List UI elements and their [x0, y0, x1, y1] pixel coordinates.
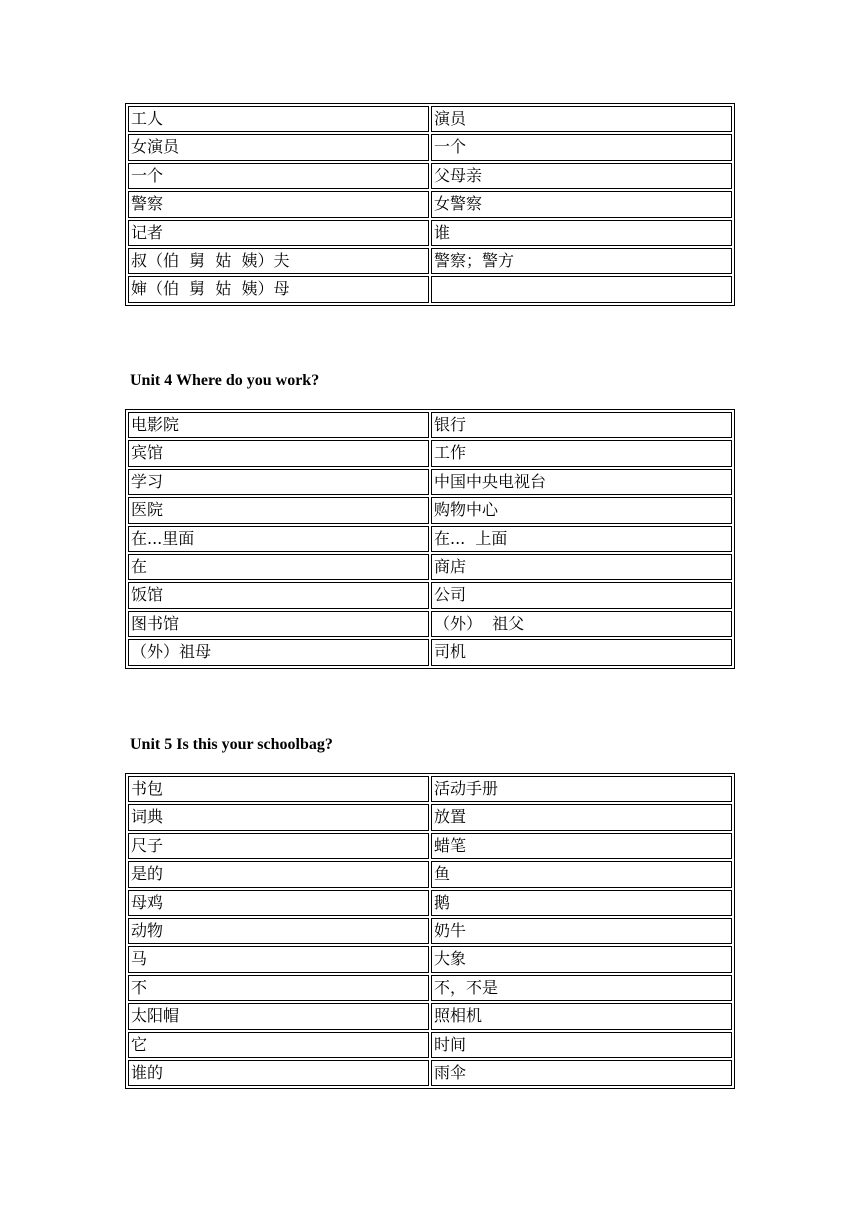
table-cell-word: 叔（伯 舅 姑 姨）夫	[128, 248, 429, 274]
table-cell-word: 它	[128, 1032, 429, 1058]
table-cell-word: 学习	[128, 469, 429, 495]
table-row	[127, 775, 733, 803]
unit-4-heading: Unit 4 Where do you work?	[130, 372, 320, 389]
table-row	[127, 553, 733, 581]
table-cell-word: 女演员	[128, 134, 429, 160]
table-cell-word: 谁	[431, 220, 732, 246]
table-row	[127, 133, 733, 161]
vocab-table-unit-4	[125, 409, 735, 669]
table-cell-word: 司机	[431, 639, 732, 665]
table-cell-word: 演员	[431, 106, 732, 132]
table-cell-empty	[431, 276, 732, 302]
table-row	[127, 581, 733, 609]
table-cell-word: 在... 上面	[431, 526, 732, 552]
table-cell-word: 放置	[431, 804, 732, 830]
table-cell-word: 鹅	[431, 890, 732, 916]
table-cell-word: 工人	[128, 106, 429, 132]
table-row	[127, 803, 733, 831]
table-cell-word: 购物中心	[431, 497, 732, 523]
table-cell-word: 宾馆	[128, 440, 429, 466]
table-cell-word: 记者	[128, 220, 429, 246]
table-cell-word: 父母亲	[431, 163, 732, 189]
vocab-table-unit-5	[125, 773, 735, 1089]
table-cell-word: 一个	[431, 134, 732, 160]
table-row	[127, 411, 733, 439]
table-cell-word: 银行	[431, 412, 732, 438]
table-row	[127, 105, 733, 133]
table-cell-word: 马	[128, 946, 429, 972]
table-cell-word: 图书馆	[128, 611, 429, 637]
table-cell-word: 书包	[128, 776, 429, 802]
table-row	[127, 219, 733, 247]
table-row	[127, 162, 733, 190]
table-cell-word: 词典	[128, 804, 429, 830]
table-cell-word: 婶（伯 舅 姑 姨）母	[128, 276, 429, 302]
table-cell-word: 雨伞	[431, 1060, 732, 1086]
table-cell-word: 中国中央电视台	[431, 469, 732, 495]
table-row	[127, 1059, 733, 1087]
table-cell-word: 女警察	[431, 191, 732, 217]
table-row	[127, 638, 733, 666]
table-row	[127, 468, 733, 496]
table-row	[127, 945, 733, 973]
table-cell-word: 照相机	[431, 1003, 732, 1029]
table-row	[127, 247, 733, 275]
table-cell-word: 蜡笔	[431, 833, 732, 859]
table-cell-word: 在	[128, 554, 429, 580]
table-row	[127, 832, 733, 860]
table-row	[127, 1002, 733, 1030]
table-cell-word: 不，不是	[431, 975, 732, 1001]
table-cell-word: （外）祖母	[128, 639, 429, 665]
table-cell-word: 警察	[128, 191, 429, 217]
table-cell-word: 活动手册	[431, 776, 732, 802]
table-cell-word: 谁的	[128, 1060, 429, 1086]
table-row	[127, 860, 733, 888]
table-cell-word: 电影院	[128, 412, 429, 438]
table-cell-word: （外） 祖父	[431, 611, 732, 637]
table-cell-word: 动物	[128, 918, 429, 944]
vocab-table-unit-3	[125, 103, 735, 306]
table-row	[127, 1031, 733, 1059]
table-cell-word: 尺子	[128, 833, 429, 859]
table-cell-word: 奶牛	[431, 918, 732, 944]
table-cell-word: 是的	[128, 861, 429, 887]
table-row	[127, 610, 733, 638]
table-row	[127, 889, 733, 917]
table-cell-word: 鱼	[431, 861, 732, 887]
table-cell-word: 在...里面	[128, 526, 429, 552]
table-cell-word: 不	[128, 975, 429, 1001]
table-row	[127, 496, 733, 524]
table-row	[127, 439, 733, 467]
table-cell-word: 时间	[431, 1032, 732, 1058]
table-row	[127, 974, 733, 1002]
table-cell-word: 警察；警方	[431, 248, 732, 274]
table-cell-word: 商店	[431, 554, 732, 580]
table-row	[127, 275, 733, 303]
table-row	[127, 190, 733, 218]
table-cell-word: 公司	[431, 582, 732, 608]
table-cell-word: 太阳帽	[128, 1003, 429, 1029]
table-cell-word: 一个	[128, 163, 429, 189]
table-row	[127, 525, 733, 553]
table-cell-word: 母鸡	[128, 890, 429, 916]
table-cell-word: 工作	[431, 440, 732, 466]
table-cell-word: 医院	[128, 497, 429, 523]
table-cell-word: 大象	[431, 946, 732, 972]
unit-5-heading: Unit 5 Is this your schoolbag?	[130, 736, 333, 753]
table-cell-word: 饭馆	[128, 582, 429, 608]
table-row	[127, 917, 733, 945]
